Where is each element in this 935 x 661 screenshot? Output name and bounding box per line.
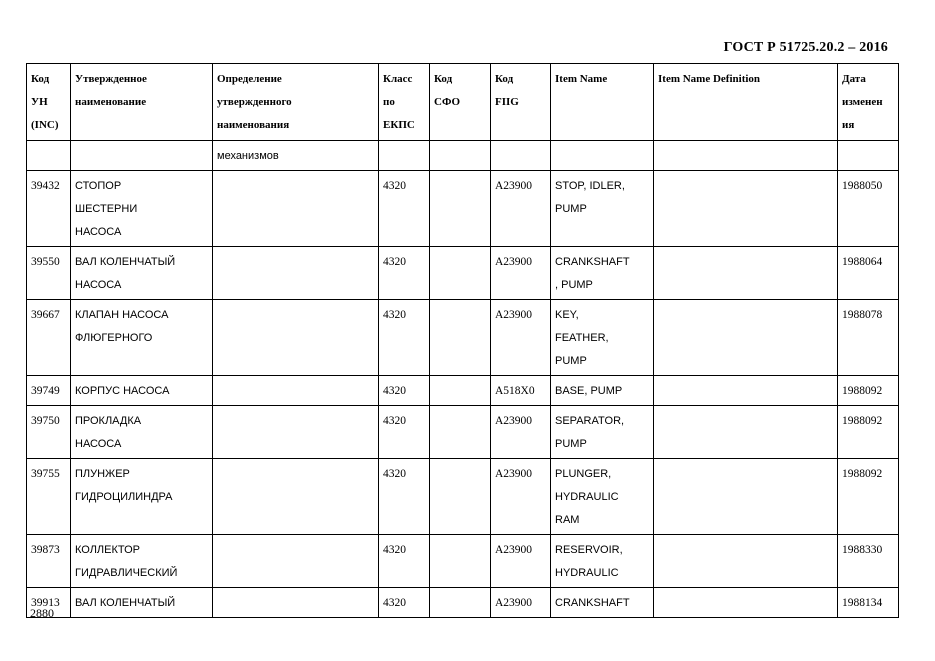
table-cell <box>430 141 491 171</box>
cell-text: 4320 <box>383 180 406 192</box>
inc-code-cell <box>27 247 71 300</box>
inc-code-cell <box>27 406 71 459</box>
cell-text: 4320 <box>383 256 406 268</box>
cell-text: RESERVOIR, HYDRAULIC <box>555 544 623 579</box>
ekps-class-cell <box>379 171 430 247</box>
cell-text: BASE, PUMP <box>555 385 623 397</box>
cell-text: 1988134 <box>842 597 883 609</box>
table-row <box>27 535 899 588</box>
table-row <box>27 459 899 535</box>
cell-text: 39550 <box>31 256 60 268</box>
ekps-class-cell <box>379 406 430 459</box>
approved-name-cell <box>71 459 213 535</box>
item-name-cell <box>551 171 654 247</box>
cell-text: 1988078 <box>842 309 883 321</box>
fiig-code-cell <box>491 459 551 535</box>
item-name-definition-cell <box>654 535 838 588</box>
item-name-definition-cell <box>654 300 838 376</box>
cell-text: ПРОКЛАДКА НАСОСА <box>75 415 142 450</box>
table-row <box>27 406 899 459</box>
sfo-code-cell <box>430 247 491 300</box>
approved-name-cell <box>71 376 213 406</box>
sfo-code-cell <box>430 459 491 535</box>
table-cell <box>551 141 654 171</box>
cell-text: CRANKSHAFT <box>555 597 630 609</box>
cell-text: A23900 <box>495 597 533 609</box>
sfo-code-cell <box>430 376 491 406</box>
page-number: 2880 <box>30 606 54 620</box>
table-cell <box>27 141 71 171</box>
change-date-cell <box>838 535 899 588</box>
sfo-code-cell <box>430 406 491 459</box>
cell-text: ПЛУНЖЕР ГИДРОЦИЛИНДРА <box>75 468 173 503</box>
ekps-class-cell <box>379 247 430 300</box>
fiig-code-cell <box>491 588 551 618</box>
approved-name-cell <box>71 247 213 300</box>
table-cell: механизмов <box>213 141 379 171</box>
item-name-definition-cell <box>654 247 838 300</box>
sfo-code-cell <box>430 588 491 618</box>
cell-text: 39873 <box>31 544 60 556</box>
table-cell <box>379 141 430 171</box>
inc-code-cell <box>27 459 71 535</box>
fiig-code-cell <box>491 376 551 406</box>
sfo-code-cell <box>430 535 491 588</box>
name-definition-cell <box>213 588 379 618</box>
item-name-cell <box>551 588 654 618</box>
name-definition-cell <box>213 376 379 406</box>
item-name-cell <box>551 376 654 406</box>
fiig-code-cell <box>491 247 551 300</box>
item-name-cell <box>551 300 654 376</box>
approved-name-cell <box>71 588 213 618</box>
table-row <box>27 300 899 376</box>
cell-text: A23900 <box>495 468 533 480</box>
table-row <box>27 247 899 300</box>
cell-text: 39750 <box>31 415 60 427</box>
cell-text: A23900 <box>495 309 533 321</box>
item-name-definition-cell <box>654 588 838 618</box>
approved-name-cell <box>71 300 213 376</box>
header-ekps-class: Класс по ЕКПС <box>379 64 430 141</box>
fiig-code-cell <box>491 406 551 459</box>
header-inc-code: Код УН (INC) <box>27 64 71 141</box>
cell-text: 4320 <box>383 415 406 427</box>
item-name-cell <box>551 247 654 300</box>
approved-name-cell <box>71 171 213 247</box>
item-name-definition-cell <box>654 459 838 535</box>
change-date-cell <box>838 300 899 376</box>
ekps-class-cell <box>379 588 430 618</box>
cell-text: SEPARATOR, PUMP <box>555 415 625 450</box>
cell-text: A23900 <box>495 544 533 556</box>
header-sfo-code: Код СФО <box>430 64 491 141</box>
inc-code-cell <box>27 535 71 588</box>
cell-text: 39432 <box>31 180 60 192</box>
item-name-cell <box>551 459 654 535</box>
change-date-cell <box>838 171 899 247</box>
change-date-cell <box>838 376 899 406</box>
cell-text: 39667 <box>31 309 60 321</box>
table-row <box>27 588 899 618</box>
header-change-date: Дата изменен ия <box>838 64 899 141</box>
table-cell <box>654 141 838 171</box>
cell-text: A23900 <box>495 180 533 192</box>
header-item-name-definition: Item Name Definition <box>654 64 838 141</box>
continuation-row <box>27 141 899 171</box>
inc-code-cell <box>27 376 71 406</box>
cell-text: 1988092 <box>842 415 883 427</box>
cell-text: 39749 <box>31 385 60 397</box>
cell-text: КОРПУС НАСОСА <box>75 385 170 397</box>
header-item-name: Item Name <box>551 64 654 141</box>
item-name-cell <box>551 406 654 459</box>
cell-text: ВАЛ КОЛЕНЧАТЫЙ НАСОСА <box>75 256 176 291</box>
ekps-class-cell <box>379 535 430 588</box>
cell-text: 1988092 <box>842 385 883 397</box>
cell-text: CRANKSHAFT , PUMP <box>555 256 630 291</box>
cell-text: 4320 <box>383 385 406 397</box>
cell-text: A23900 <box>495 256 533 268</box>
name-definition-cell <box>213 406 379 459</box>
table-row <box>27 171 899 247</box>
cell-text: A23900 <box>495 415 533 427</box>
change-date-cell <box>838 247 899 300</box>
cell-text: 4320 <box>383 597 406 609</box>
table-header-row <box>27 64 899 141</box>
name-definition-cell <box>213 459 379 535</box>
cell-text: 1988064 <box>842 256 883 268</box>
document-title: ГОСТ Р 51725.20.2 – 2016 <box>723 40 888 55</box>
table-row <box>27 376 899 406</box>
cell-text: STOP, IDLER, PUMP <box>555 180 625 215</box>
cell-text: 4320 <box>383 544 406 556</box>
approved-name-cell <box>71 406 213 459</box>
name-definition-cell <box>213 300 379 376</box>
cell-text: КОЛЛЕКТОР ГИДРАВЛИЧЕСКИЙ <box>75 544 178 579</box>
fiig-code-cell <box>491 171 551 247</box>
name-definition-cell <box>213 171 379 247</box>
table-cell <box>838 141 899 171</box>
inc-code-cell <box>27 300 71 376</box>
table-cell <box>491 141 551 171</box>
change-date-cell <box>838 406 899 459</box>
change-date-cell <box>838 459 899 535</box>
item-name-definition-cell <box>654 171 838 247</box>
cell-text: 39913 <box>31 597 60 609</box>
ekps-class-cell <box>379 459 430 535</box>
header-fiig-code: Код FIIG <box>491 64 551 141</box>
cell-text: СТОПОР ШЕСТЕРНИ НАСОСА <box>75 180 138 238</box>
cell-text: 39755 <box>31 468 60 480</box>
table-cell <box>71 141 213 171</box>
cell-text: 4320 <box>383 309 406 321</box>
cell-text: КЛАПАН НАСОСА ФЛЮГЕРНОГО <box>75 309 169 344</box>
ekps-class-cell <box>379 376 430 406</box>
change-date-cell <box>838 588 899 618</box>
name-definition-cell <box>213 535 379 588</box>
item-name-definition-cell <box>654 376 838 406</box>
fiig-code-cell <box>491 300 551 376</box>
sfo-code-cell <box>430 300 491 376</box>
cell-text: A518X0 <box>495 385 535 397</box>
cell-text: ВАЛ КОЛЕНЧАТЫЙ <box>75 597 176 609</box>
ekps-class-cell <box>379 300 430 376</box>
cell-text: PLUNGER, HYDRAULIC RAM <box>555 468 619 526</box>
cell-text: 4320 <box>383 468 406 480</box>
cell-text: 1988050 <box>842 180 883 192</box>
inc-code-cell <box>27 171 71 247</box>
header-name-definition: Определение утвержденного наименования <box>213 64 379 141</box>
approved-name-cell <box>71 535 213 588</box>
name-definition-cell <box>213 247 379 300</box>
header-approved-name: Утвержденное наименование <box>71 64 213 141</box>
cell-text: 1988330 <box>842 544 883 556</box>
cell-text: 1988092 <box>842 468 883 480</box>
item-name-table <box>26 63 899 618</box>
fiig-code-cell <box>491 535 551 588</box>
item-name-definition-cell <box>654 406 838 459</box>
item-name-cell <box>551 535 654 588</box>
sfo-code-cell <box>430 171 491 247</box>
cell-text: KEY, FEATHER, PUMP <box>555 309 609 367</box>
